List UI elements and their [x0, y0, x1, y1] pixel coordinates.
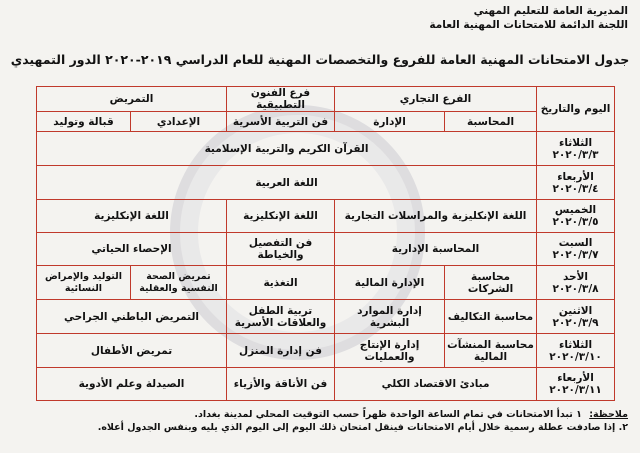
exam-cell: التوليد والإمراض النسائية: [37, 266, 131, 300]
header-accounting: المحاسبة: [445, 112, 537, 132]
directorate-name: المديرية العامة للتعليم المهني: [473, 5, 628, 17]
exam-cell: فن إدارة المنزل: [227, 334, 335, 368]
schedule-table: [36, 86, 615, 401]
exam-cell: محاسبة الشركات: [445, 266, 537, 300]
table-row: [37, 166, 615, 200]
note-1: ١ تبدأ الامتحانات في تمام الساعة الواحدة ظهراً حسب التوقيت المحلي لمدينة بغداد.: [194, 409, 582, 420]
letterhead: [429, 4, 628, 32]
header-applied-arts: فرع الفنون التطبيقية: [227, 87, 335, 112]
exam-cell: اللغة العربية: [37, 166, 537, 200]
exam-cell: الصيدلة وعلم الأدوية: [37, 368, 227, 401]
table-row: [37, 266, 615, 300]
day-date-cell: الأربعاء ٢٠٢٠/٣/١١: [537, 368, 615, 401]
exam-cell: تمريض الصحة النفسية والعقلية: [131, 266, 227, 300]
table-row: [37, 300, 615, 334]
header-management: الإدارة: [335, 112, 445, 132]
committee-name: اللجنة الدائمة للامتحانات المهنية العامة: [429, 19, 628, 31]
notes: [98, 408, 628, 434]
day-date-cell: السبت ٢٠٢٠/٣/٧: [537, 233, 615, 266]
note-2: ٢. إذا صادفت عطلة رسمية خلال أيام الامتحانات فينقل امتحان ذلك اليوم إلى اليوم الذي يليه وبنفس الجدول أعلاه.: [97, 422, 628, 433]
table-row: [37, 334, 615, 368]
exam-cell: الإحصاء الحياتي: [37, 233, 227, 266]
exam-cell: الإدارة المالية: [335, 266, 445, 300]
exam-cell: فن التفصيل والخياطة: [227, 233, 335, 266]
exam-cell: التغذية: [227, 266, 335, 300]
exam-cell: إدارة الإنتاج والعمليات: [335, 334, 445, 368]
exam-cell: اللغة الإنكليزية: [37, 200, 227, 233]
exam-cell: تمريض الأطفال: [37, 334, 227, 368]
table-row: [37, 233, 615, 266]
table-row: [37, 200, 615, 233]
header-day-date: اليوم والتاريخ: [537, 87, 615, 132]
notes-label: ملاحظة:: [589, 409, 628, 420]
table-row: [37, 132, 615, 166]
header-commercial: الفرع التجاري: [335, 87, 537, 112]
exam-cell: محاسبة التكاليف: [445, 300, 537, 334]
header-preparatory: الإعدادي: [131, 112, 227, 132]
day-date-cell: الثلاثاء ٢٠٢٠/٣/١٠: [537, 334, 615, 368]
header-midwifery: قبالة وتوليد: [37, 112, 131, 132]
header-nursing: التمريض: [37, 87, 227, 112]
exam-cell: اللغة الإنكليزية والمراسلات التجارية: [335, 200, 537, 233]
day-date-cell: الأحد ٢٠٢٠/٣/٨: [537, 266, 615, 300]
day-date-cell: الخميس ٢٠٢٠/٣/٥: [537, 200, 615, 233]
page-title: جدول الامتحانات المهنية العامة للفروع والتخصصات المهنية للعام الدراسي ٢٠١٩-٢٠٢٠ الدور التمهيدي: [10, 52, 630, 67]
day-date-cell: الثلاثاء ٢٠٢٠/٣/٣: [537, 132, 615, 166]
day-date-cell: الاثنين ٢٠٢٠/٣/٩: [537, 300, 615, 334]
exam-cell: المحاسبة الإدارية: [335, 233, 537, 266]
exam-cell: محاسبة المنشآت المالية: [445, 334, 537, 368]
exam-cell: فن الأناقة والأزياء: [227, 368, 335, 401]
exam-cell: مبادئ الاقتصاد الكلي: [335, 368, 537, 401]
exam-cell: التمريض الباطني الجراحي: [37, 300, 227, 334]
table-row: [37, 368, 615, 401]
exam-cell: اللغة الإنكليزية: [227, 200, 335, 233]
exam-cell: تربية الطفل والعلاقات الأسرية: [227, 300, 335, 334]
header-home-econ: فن التربية الأسرية: [227, 112, 335, 132]
exam-cell: القرآن الكريم والتربية الإسلامية: [37, 132, 537, 166]
exam-cell: إدارة الموارد البشرية: [335, 300, 445, 334]
day-date-cell: الأربعاء ٢٠٢٠/٣/٤: [537, 166, 615, 200]
